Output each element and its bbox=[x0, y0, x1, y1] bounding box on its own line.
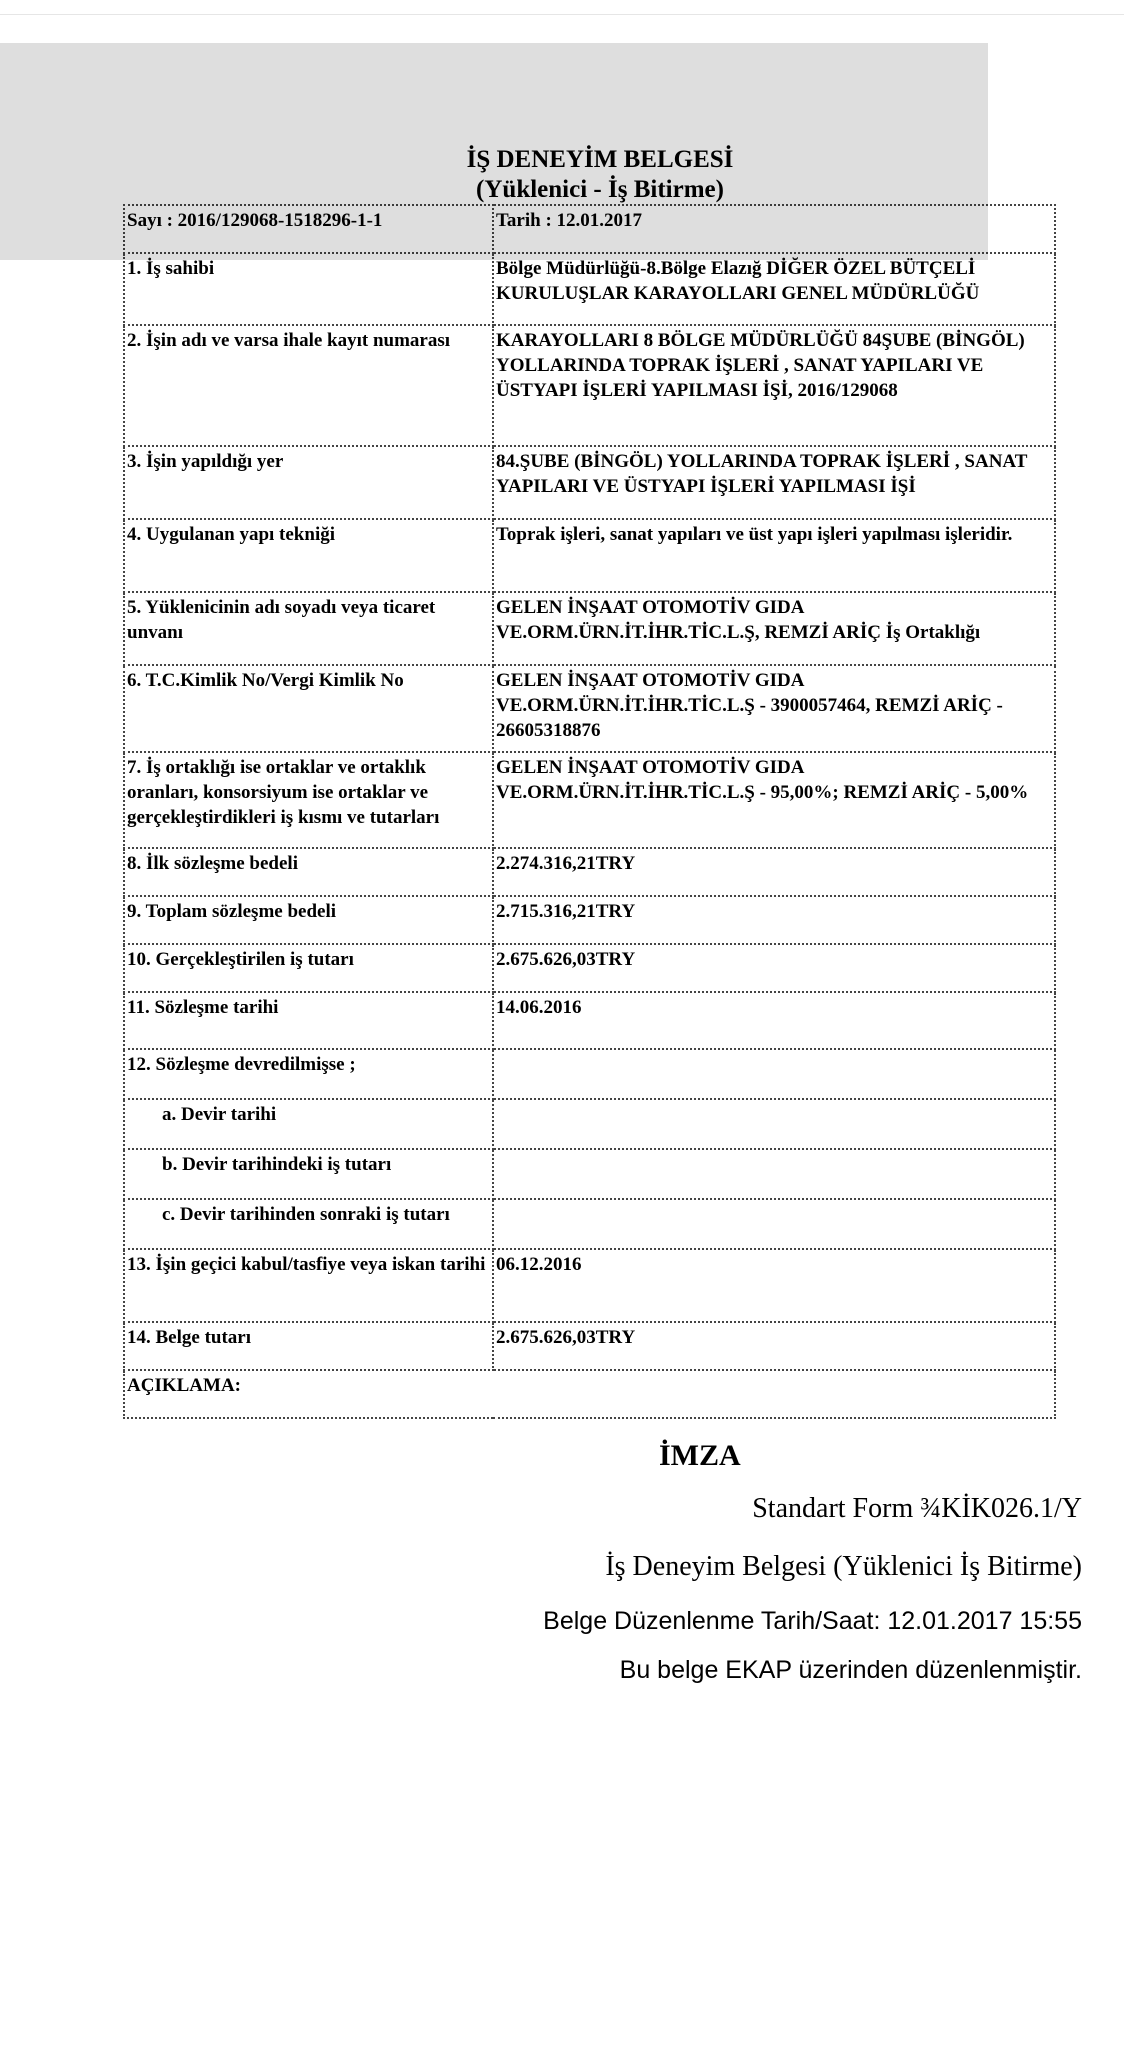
issue-datetime: Belge Düzenlenme Tarih/Saat: 12.01.2017 15:55 bbox=[543, 1607, 1082, 1635]
row-value: 2.715.316,21TRY bbox=[493, 896, 1055, 944]
row-value: 84.ŞUBE (BİNGÖL) YOLLARINDA TOPRAK İŞLERİ , SANAT YAPILARI VE ÜSTYAPI İŞLERİ YAPILMASI İŞİ bbox=[493, 446, 1055, 519]
document-title: İŞ DENEYİM BELGESİ bbox=[466, 146, 734, 173]
row-label: 2. İşin adı ve varsa ihale kayıt numarası bbox=[124, 325, 493, 446]
row-value: 14.06.2016 bbox=[493, 992, 1055, 1049]
row-value: Toprak işleri, sanat yapıları ve üst yapı işleri yapılması işleridir. bbox=[493, 519, 1055, 592]
row-label: 12. Sözleşme devredilmişse ; bbox=[124, 1049, 493, 1099]
table-row bbox=[124, 592, 1055, 665]
aciklama-label: AÇIKLAMA: bbox=[124, 1370, 1055, 1418]
table-row bbox=[124, 1049, 1055, 1099]
table-row bbox=[124, 1199, 1055, 1249]
table-row bbox=[124, 519, 1055, 592]
row-label: 13. İşin geçici kabul/tasfiye veya iskan tarihi bbox=[124, 1249, 493, 1322]
row-value: 2.675.626,03TRY bbox=[493, 1322, 1055, 1370]
form-description: İş Deneyim Belgesi (Yüklenici İş Bitirme) bbox=[605, 1551, 1082, 1582]
row-label: 9. Toplam sözleşme bedeli bbox=[124, 896, 493, 944]
row-value: 2.675.626,03TRY bbox=[493, 944, 1055, 992]
row-label: c. Devir tarihinden sonraki iş tutarı bbox=[124, 1199, 493, 1249]
row-value bbox=[493, 1199, 1055, 1249]
row-label: b. Devir tarihindeki iş tutarı bbox=[124, 1149, 493, 1199]
table-row bbox=[124, 1249, 1055, 1322]
row-value: 2.274.316,21TRY bbox=[493, 848, 1055, 896]
row-label: 10. Gerçekleştirilen iş tutarı bbox=[124, 944, 493, 992]
table-row bbox=[124, 665, 1055, 752]
table-row bbox=[124, 1099, 1055, 1149]
row-value: GELEN İNŞAAT OTOMOTİV GIDA VE.ORM.ÜRN.İT.İHR.TİC.L.Ş, REMZİ ARİÇ İş Ortaklığı bbox=[493, 592, 1055, 665]
table-row bbox=[124, 992, 1055, 1049]
gray-overlay bbox=[0, 43, 988, 260]
ekap-note: Bu belge EKAP üzerinden düzenlenmiştir. bbox=[619, 1656, 1082, 1684]
table-row bbox=[124, 896, 1055, 944]
row-value: 06.12.2016 bbox=[493, 1249, 1055, 1322]
table-row bbox=[124, 848, 1055, 896]
table-row bbox=[124, 325, 1055, 446]
table-row bbox=[124, 944, 1055, 992]
row-label: 1. İş sahibi bbox=[124, 253, 493, 325]
row-label: 8. İlk sözleşme bedeli bbox=[124, 848, 493, 896]
standard-form-code: Standart Form ¾KİK026.1/Y bbox=[752, 1493, 1082, 1524]
aciklama-row bbox=[124, 1370, 1055, 1418]
top-divider bbox=[0, 14, 1124, 15]
experience-certificate-table bbox=[123, 204, 1056, 1419]
table-row bbox=[124, 446, 1055, 519]
row-value bbox=[493, 1099, 1055, 1149]
table-row bbox=[124, 752, 1055, 848]
row-label: 14. Belge tutarı bbox=[124, 1322, 493, 1370]
row-value bbox=[493, 1149, 1055, 1199]
row-label: 7. İş ortaklığı ise ortaklar ve ortaklık oranları, konsorsiyum ise ortaklar ve gerçekleştirdikleri iş kısmı ve tutarları bbox=[124, 752, 493, 848]
signature-label: İMZA bbox=[659, 1439, 741, 1472]
row-value bbox=[493, 1049, 1055, 1099]
document-date: Tarih : 12.01.2017 bbox=[493, 205, 1055, 253]
row-label: 4. Uygulanan yapı tekniği bbox=[124, 519, 493, 592]
row-label: 11. Sözleşme tarihi bbox=[124, 992, 493, 1049]
table-row bbox=[124, 253, 1055, 325]
row-label: 3. İşin yapıldığı yer bbox=[124, 446, 493, 519]
row-label: 5. Yüklenicinin adı soyadı veya ticaret unvanı bbox=[124, 592, 493, 665]
row-value: GELEN İNŞAAT OTOMOTİV GIDA VE.ORM.ÜRN.İT.İHR.TİC.L.Ş - 95,00%; REMZİ ARİÇ - 5,00% bbox=[493, 752, 1055, 848]
document-subtitle: (Yüklenici - İş Bitirme) bbox=[476, 176, 724, 203]
table-row bbox=[124, 1149, 1055, 1199]
row-value: Bölge Müdürlüğü-8.Bölge Elazığ DİĞER ÖZEL BÜTÇELİ KURULUŞLAR KARAYOLLARI GENEL MÜDÜRLÜĞÜ bbox=[493, 253, 1055, 325]
row-label: 6. T.C.Kimlik No/Vergi Kimlik No bbox=[124, 665, 493, 752]
row-value: GELEN İNŞAAT OTOMOTİV GIDA VE.ORM.ÜRN.İT.İHR.TİC.L.Ş - 3900057464, REMZİ ARİÇ - 26605318876 bbox=[493, 665, 1055, 752]
row-label: a. Devir tarihi bbox=[124, 1099, 493, 1149]
document-number: Sayı : 2016/129068-1518296-1-1 bbox=[124, 205, 493, 253]
table-row bbox=[124, 1322, 1055, 1370]
row-value: KARAYOLLARI 8 BÖLGE MÜDÜRLÜĞÜ 84ŞUBE (BİNGÖL) YOLLARINDA TOPRAK İŞLERİ , SANAT YAPILARI VE ÜSTYAPI İŞLERİ YAPILMASI İŞİ, 2016/129068 bbox=[493, 325, 1055, 446]
